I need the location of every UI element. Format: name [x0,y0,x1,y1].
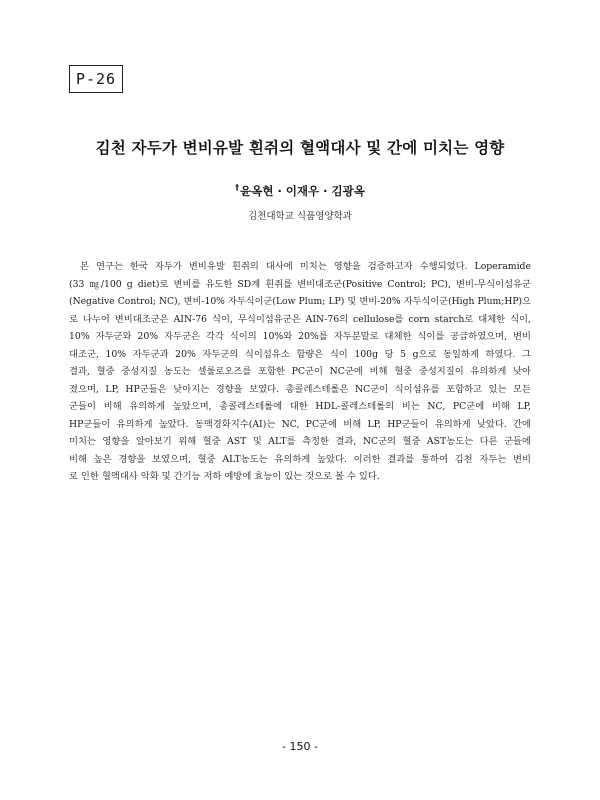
abstract-line: 비해 높은 경향을 보였으며, 혈중 ALT농도는 유의하게 높았다. 이러한 결과를 통하여 김천 자두는 변비 [69,453,531,465]
abstract-line: (33 ㎎/100 g diet)로 변비를 유도한 SD계 흰쥐를 변비대조군(Positive Control; PC), 변비-무식이섬유군 [69,278,531,290]
poster-id: P-26 [75,70,117,88]
author-names: 윤옥현 · 이재우 · 김광옥 [240,184,365,198]
abstract-line: 로 인한 혈액대사 악화 및 간기능 저하 예방에 효능이 있는 것으로 볼 수 있다. [69,471,380,482]
author-affiliation: 김천대학교 식품영양학과 [248,211,352,222]
abstract-line: 미치는 영향을 알아보기 위해 혈중 AST 및 ALT를 측정한 결과, NC군의 혈중 AST농도는 다른 군들에 [69,436,531,447]
abstract-line: HP군들이 유의하게 높았다. 동맥경화지수(AI)는 NC, PC군에 비해 LP, HP군들이 유의하게 낮았다. 간에 [69,418,531,430]
abstract-line: 10% 자두군와 20% 자두군은 각각 식이의 10%와 20%를 자두분말로 대체한 식이를 공급하였으며, 변비 [69,331,531,342]
abstract-line: 로 나누어 변비대조군은 AIN-76 식이, 무식이섬유군은 AIN-76의 cellulose를 corn starch로 대체한 식이, [69,313,531,325]
abstract-line: (Negative Control; NC), 변비-10% 자두식이군(Low Plum; LP) 및 변비-20% 자두식이군(High Plum;HP)으 [69,296,531,307]
poster-id-box [69,65,123,93]
corresponding-author-mark: † [235,183,240,192]
abstract-body [69,258,531,486]
paper-title: 김천 자두가 변비유발 흰쥐의 혈액대사 및 간에 미치는 영향 [95,139,505,157]
page-number: - 150 - [282,740,318,753]
abstract-line: 본 연구는 한국 자두가 변비유발 흰쥐의 대사에 미치는 영향을 검증하고자 수행되었다. Loperamide [80,261,531,272]
author-list [0,183,600,199]
abstract-line: 졌으며, LP, HP군들은 낮아지는 경향을 보였다. 총콜레스테롤은 NC군이 식이섬유를 포함하고 있는 모든 [69,383,531,395]
abstract-line: 군들이 비해 유의하게 높았으며, 총콜레스테롤에 대한 HDL-콜레스테롤의 비는 NC, PC군에 비해 LP, [69,401,531,412]
abstract-line: 대조군, 10% 자두군과 20% 자두군의 식이섬유소 함량은 식이 100g 당 5 g으로 동일하게 하였다. 그 [69,348,531,360]
abstract-line: 결과, 혈중 중성지질 농도는 셀룰로오즈를 포함한 PC군이 NC군에 비해 혈중 중성지질이 유의하게 낮아 [69,366,531,377]
